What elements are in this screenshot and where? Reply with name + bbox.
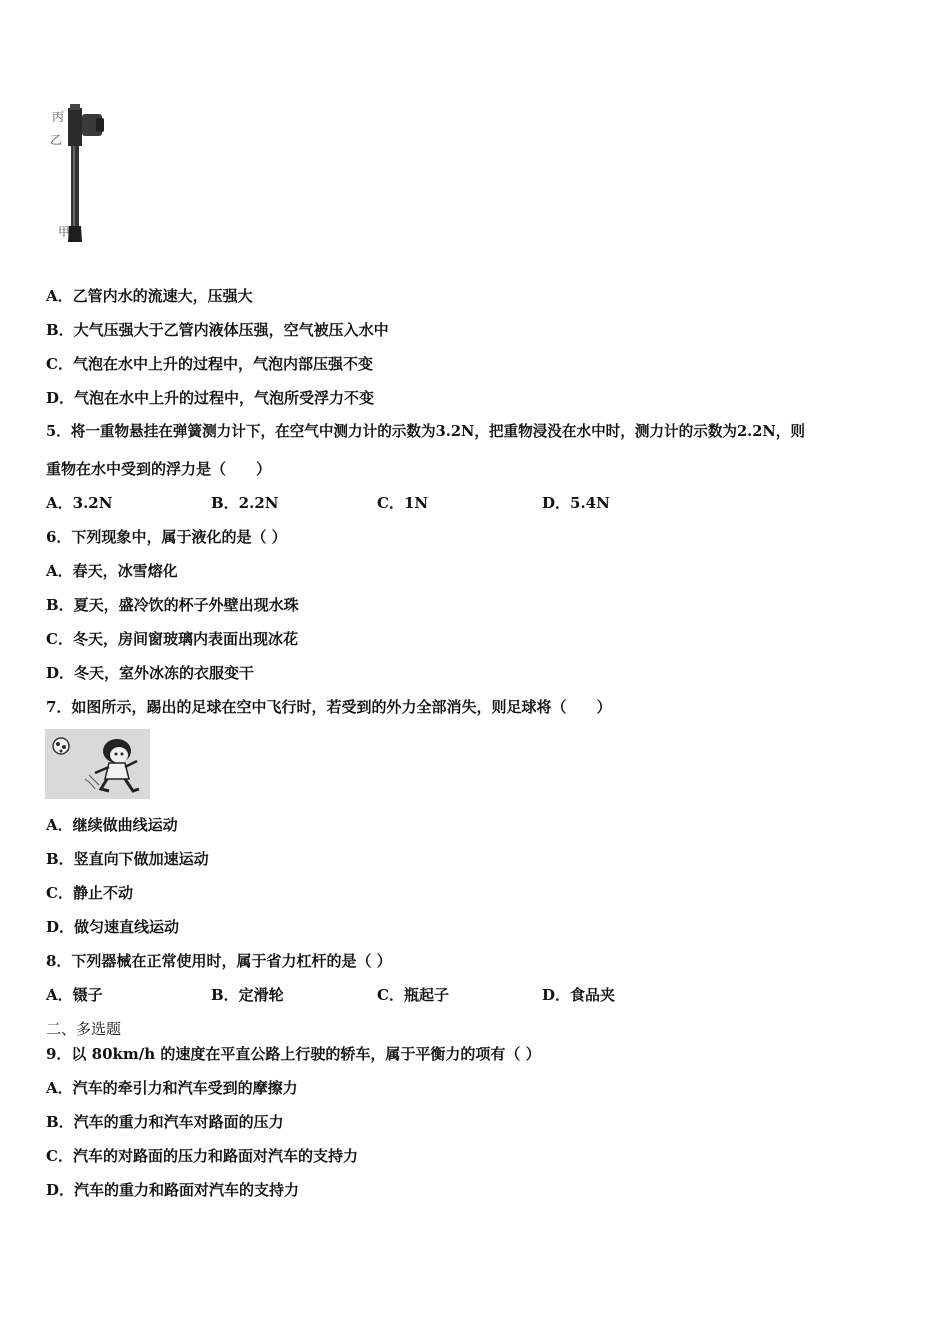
q7-option-a: A．继续做曲线运动 [46,816,178,834]
q7-option-d: D．做匀速直线运动 [46,918,180,936]
q9-option-d: D．汽车的重力和路面对汽车的支持力 [46,1181,300,1199]
figure-label-bing: 丙 [52,110,65,124]
q8-option-c: C．瓶起子 [377,986,449,1004]
figure-label-yi: 乙 [50,133,63,147]
q8-option-d: D．食品夹 [542,986,616,1004]
q9-option-a: A．汽车的牵引力和汽车受到的摩擦力 [46,1079,298,1097]
q4-option-d: D．气泡在水中上升的过程中，气泡所受浮力不变 [46,389,375,407]
q6-option-a: A．春天，冰雪熔化 [46,562,178,580]
q5-option-c: C．1N [377,494,429,512]
q8-option-a: A．镊子 [46,986,103,1004]
q8-stem: 8．下列器械在正常使用时，属于省力杠杆的是（ ） [46,952,392,970]
q8-option-b: B．定滑轮 [211,986,284,1004]
q4-option-b: B．大气压强大于乙管内液体压强，空气被压入水中 [46,321,389,339]
q7-option-c: C．静止不动 [46,884,133,902]
q9-stem: 9．以 80km/h 的速度在平直公路上行驶的轿车，属于平衡力的项有（ ） [46,1045,541,1063]
q6-option-b: B．夏天，盛冷饮的杯子外壁出现水珠 [46,596,299,614]
q6-option-c: C．冬天，房间窗玻璃内表面出现冰花 [46,630,298,648]
q9-option-b: B．汽车的重力和汽车对路面的压力 [46,1113,284,1131]
q5-stem-line1: 5．将一重物悬挂在弹簧测力计下，在空气中测力计的示数为3.2N，把重物浸没在水中时，测力计的示数为2.2N，则 [46,423,805,440]
q5-option-a: A．3.2N [46,494,113,512]
q9-option-c: C．汽车的对路面的压力和路面对汽车的支持力 [46,1147,358,1165]
q6-stem: 6．下列现象中，属于液化的是（ ） [46,528,287,546]
q5-stem-line2: 重物在水中受到的浮力是（ ） [46,460,272,478]
section-heading-multiple-choice: 二、多选题 [46,1020,122,1038]
q5-option-b: B．2.2N [211,494,279,512]
q4-option-c: C．气泡在水中上升的过程中，气泡内部压强不变 [46,355,373,373]
q5-option-d: D．5.4N [542,494,610,512]
q6-option-d: D．冬天，室外冰冻的衣服变干 [46,664,255,682]
pump-figure [46,100,116,250]
figure-label-jia: 甲 [58,225,71,239]
soccer-figure [45,729,150,799]
q7-option-b: B．竖直向下做加速运动 [46,850,209,868]
q7-stem: 7．如图所示，踢出的足球在空中飞行时，若受到的外力全部消失，则足球将（ ） [46,698,612,716]
q4-option-a: A．乙管内水的流速大，压强大 [46,287,253,305]
